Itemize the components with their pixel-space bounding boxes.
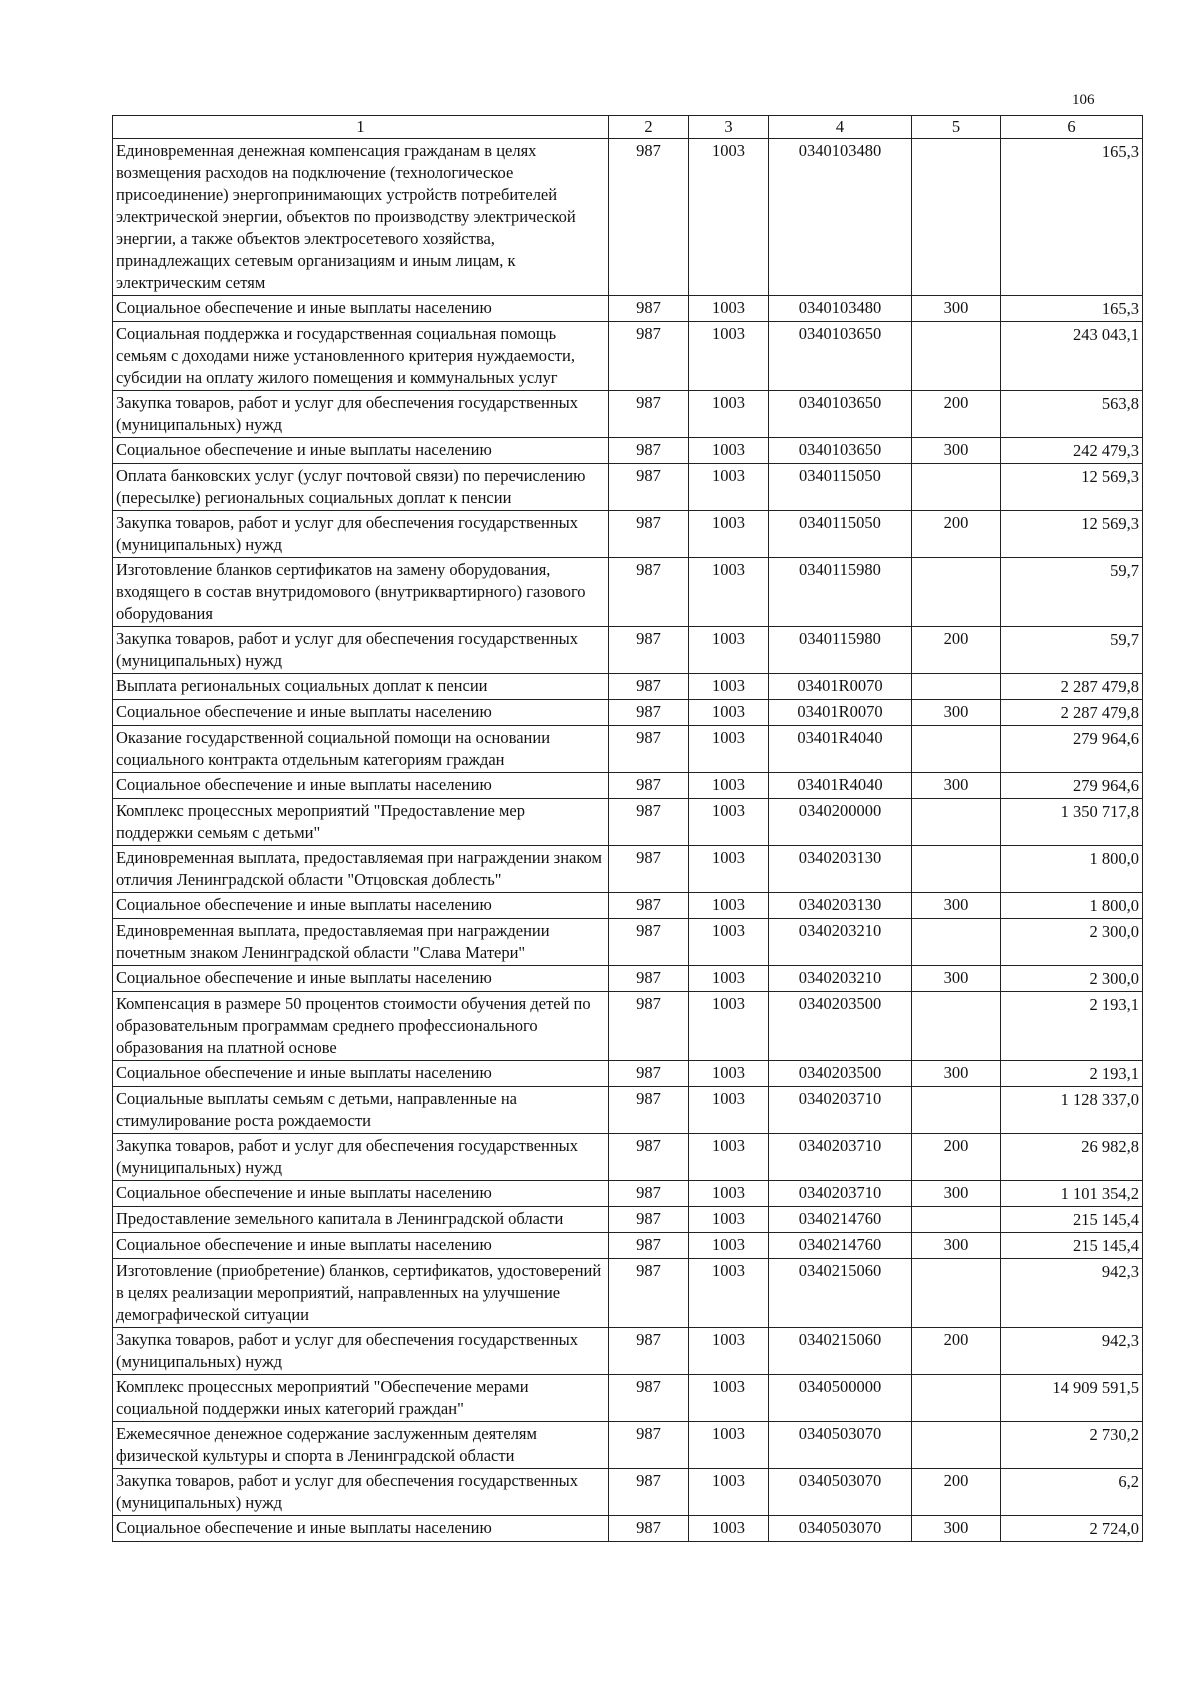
ministry-code-cell: 987 bbox=[609, 627, 689, 674]
target-article-cell: 0340103650 bbox=[769, 322, 912, 391]
item-name-cell: Социальное обеспечение и иные выплаты населению bbox=[113, 1516, 609, 1542]
expense-type-cell: 200 bbox=[912, 1469, 1001, 1516]
table-row bbox=[113, 1516, 1143, 1542]
ministry-code-cell: 987 bbox=[609, 1207, 689, 1233]
ministry-code-cell: 987 bbox=[609, 1422, 689, 1469]
table-row bbox=[113, 511, 1143, 558]
amount-cell: 1 350 717,8 bbox=[1001, 799, 1143, 846]
target-article-cell: 0340203710 bbox=[769, 1087, 912, 1134]
expense-type-cell: 300 bbox=[912, 438, 1001, 464]
expense-type-cell bbox=[912, 1375, 1001, 1422]
section-code-cell: 1003 bbox=[689, 139, 769, 296]
column-header: 3 bbox=[689, 116, 769, 139]
table-row bbox=[113, 438, 1143, 464]
table-header-row bbox=[113, 116, 1143, 139]
amount-cell: 2 300,0 bbox=[1001, 919, 1143, 966]
section-code-cell: 1003 bbox=[689, 558, 769, 627]
amount-cell: 59,7 bbox=[1001, 558, 1143, 627]
ministry-code-cell: 987 bbox=[609, 391, 689, 438]
amount-cell: 279 964,6 bbox=[1001, 726, 1143, 773]
ministry-code-cell: 987 bbox=[609, 674, 689, 700]
expense-type-cell: 300 bbox=[912, 1516, 1001, 1542]
table-row bbox=[113, 1061, 1143, 1087]
section-code-cell: 1003 bbox=[689, 1516, 769, 1542]
target-article-cell: 03401R0070 bbox=[769, 700, 912, 726]
table-row bbox=[113, 1469, 1143, 1516]
section-code-cell: 1003 bbox=[689, 992, 769, 1061]
item-name-cell: Оплата банковских услуг (услуг почтовой связи) по перечислению (пересылке) региональных социальных доплат к пенсии bbox=[113, 464, 609, 511]
table-row bbox=[113, 139, 1143, 296]
amount-cell: 1 128 337,0 bbox=[1001, 1087, 1143, 1134]
item-name-cell: Закупка товаров, работ и услуг для обеспечения государственных (муниципальных) нужд bbox=[113, 391, 609, 438]
expense-type-cell: 300 bbox=[912, 893, 1001, 919]
target-article-cell: 03401R0070 bbox=[769, 674, 912, 700]
ministry-code-cell: 987 bbox=[609, 893, 689, 919]
item-name-cell: Социальное обеспечение и иные выплаты населению bbox=[113, 1233, 609, 1259]
ministry-code-cell: 987 bbox=[609, 1061, 689, 1087]
table-row bbox=[113, 1375, 1143, 1422]
item-name-cell: Социальное обеспечение и иные выплаты населению bbox=[113, 700, 609, 726]
item-name-cell: Ежемесячное денежное содержание заслуженным деятелям физической культуры и спорта в Ленинградской области bbox=[113, 1422, 609, 1469]
expense-type-cell: 200 bbox=[912, 391, 1001, 438]
item-name-cell: Изготовление (приобретение) бланков, сертификатов, удостоверений в целях реализации мероприятий, направленных на улучшение демографической ситуации bbox=[113, 1259, 609, 1328]
ministry-code-cell: 987 bbox=[609, 1259, 689, 1328]
target-article-cell: 0340115980 bbox=[769, 627, 912, 674]
amount-cell: 243 043,1 bbox=[1001, 322, 1143, 391]
table-row bbox=[113, 1087, 1143, 1134]
table-row bbox=[113, 773, 1143, 799]
section-code-cell: 1003 bbox=[689, 1328, 769, 1375]
section-code-cell: 1003 bbox=[689, 773, 769, 799]
expense-type-cell: 200 bbox=[912, 511, 1001, 558]
table-row bbox=[113, 627, 1143, 674]
target-article-cell: 0340103480 bbox=[769, 296, 912, 322]
ministry-code-cell: 987 bbox=[609, 438, 689, 464]
amount-cell: 165,3 bbox=[1001, 139, 1143, 296]
column-header: 5 bbox=[912, 116, 1001, 139]
ministry-code-cell: 987 bbox=[609, 464, 689, 511]
amount-cell: 942,3 bbox=[1001, 1328, 1143, 1375]
amount-cell: 242 479,3 bbox=[1001, 438, 1143, 464]
item-name-cell: Компенсация в размере 50 процентов стоимости обучения детей по образовательным программам среднего профессионального образования на платной основе bbox=[113, 992, 609, 1061]
target-article-cell: 0340214760 bbox=[769, 1207, 912, 1233]
ministry-code-cell: 987 bbox=[609, 1087, 689, 1134]
target-article-cell: 0340115050 bbox=[769, 511, 912, 558]
table-row bbox=[113, 992, 1143, 1061]
ministry-code-cell: 987 bbox=[609, 1469, 689, 1516]
section-code-cell: 1003 bbox=[689, 726, 769, 773]
expense-type-cell: 300 bbox=[912, 773, 1001, 799]
expense-type-cell: 300 bbox=[912, 1061, 1001, 1087]
table-row bbox=[113, 799, 1143, 846]
ministry-code-cell: 987 bbox=[609, 799, 689, 846]
target-article-cell: 0340203210 bbox=[769, 919, 912, 966]
expense-type-cell: 200 bbox=[912, 627, 1001, 674]
table-row bbox=[113, 726, 1143, 773]
target-article-cell: 0340103480 bbox=[769, 139, 912, 296]
amount-cell: 12 569,3 bbox=[1001, 464, 1143, 511]
column-header: 1 bbox=[113, 116, 609, 139]
section-code-cell: 1003 bbox=[689, 391, 769, 438]
item-name-cell: Социальное обеспечение и иные выплаты населению bbox=[113, 438, 609, 464]
section-code-cell: 1003 bbox=[689, 1181, 769, 1207]
amount-cell: 1 800,0 bbox=[1001, 893, 1143, 919]
item-name-cell: Единовременная денежная компенсация гражданам в целях возмещения расходов на подключение (технологическое присоединение) энергопринимающих устройств потребителей электрической энергии, объектов по производству электрической энергии, а также объектов электросетевого хозяйства, принадлежащих сетевым организациям и иным лицам, к электрическим сетям bbox=[113, 139, 609, 296]
target-article-cell: 0340214760 bbox=[769, 1233, 912, 1259]
section-code-cell: 1003 bbox=[689, 627, 769, 674]
expense-type-cell: 300 bbox=[912, 966, 1001, 992]
section-code-cell: 1003 bbox=[689, 438, 769, 464]
page-number: 106 bbox=[1072, 92, 1095, 108]
table-row bbox=[113, 1259, 1143, 1328]
amount-cell: 165,3 bbox=[1001, 296, 1143, 322]
expense-type-cell bbox=[912, 846, 1001, 893]
target-article-cell: 0340203710 bbox=[769, 1134, 912, 1181]
table-row bbox=[113, 1207, 1143, 1233]
item-name-cell: Комплекс процессных мероприятий "Обеспечение мерами социальной поддержки иных категорий граждан" bbox=[113, 1375, 609, 1422]
ministry-code-cell: 987 bbox=[609, 700, 689, 726]
table-row bbox=[113, 322, 1143, 391]
table-row bbox=[113, 391, 1143, 438]
target-article-cell: 0340203710 bbox=[769, 1181, 912, 1207]
ministry-code-cell: 987 bbox=[609, 1181, 689, 1207]
amount-cell: 279 964,6 bbox=[1001, 773, 1143, 799]
target-article-cell: 03401R4040 bbox=[769, 726, 912, 773]
section-code-cell: 1003 bbox=[689, 799, 769, 846]
table-row bbox=[113, 846, 1143, 893]
amount-cell: 2 287 479,8 bbox=[1001, 674, 1143, 700]
column-header: 2 bbox=[609, 116, 689, 139]
section-code-cell: 1003 bbox=[689, 846, 769, 893]
item-name-cell: Социальная поддержка и государственная социальная помощь семьям с доходами ниже установленного критерия нуждаемости, субсидии на оплату жилого помещения и коммунальных услуг bbox=[113, 322, 609, 391]
item-name-cell: Социальное обеспечение и иные выплаты населению bbox=[113, 966, 609, 992]
target-article-cell: 0340115050 bbox=[769, 464, 912, 511]
amount-cell: 2 193,1 bbox=[1001, 992, 1143, 1061]
expense-type-cell bbox=[912, 1207, 1001, 1233]
amount-cell: 59,7 bbox=[1001, 627, 1143, 674]
expense-type-cell: 300 bbox=[912, 296, 1001, 322]
target-article-cell: 0340215060 bbox=[769, 1328, 912, 1375]
expense-type-cell bbox=[912, 919, 1001, 966]
ministry-code-cell: 987 bbox=[609, 846, 689, 893]
item-name-cell: Оказание государственной социальной помощи на основании социального контракта отдельным категориям граждан bbox=[113, 726, 609, 773]
amount-cell: 942,3 bbox=[1001, 1259, 1143, 1328]
ministry-code-cell: 987 bbox=[609, 1375, 689, 1422]
target-article-cell: 0340103650 bbox=[769, 391, 912, 438]
amount-cell: 6,2 bbox=[1001, 1469, 1143, 1516]
table-row bbox=[113, 1134, 1143, 1181]
ministry-code-cell: 987 bbox=[609, 1328, 689, 1375]
section-code-cell: 1003 bbox=[689, 322, 769, 391]
ministry-code-cell: 987 bbox=[609, 773, 689, 799]
section-code-cell: 1003 bbox=[689, 511, 769, 558]
ministry-code-cell: 987 bbox=[609, 139, 689, 296]
expense-type-cell: 200 bbox=[912, 1134, 1001, 1181]
ministry-code-cell: 987 bbox=[609, 296, 689, 322]
item-name-cell: Единовременная выплата, предоставляемая при награждении почетным знаком Ленинградской области "Слава Матери" bbox=[113, 919, 609, 966]
item-name-cell: Социальное обеспечение и иные выплаты населению bbox=[113, 296, 609, 322]
section-code-cell: 1003 bbox=[689, 1469, 769, 1516]
table-row bbox=[113, 1328, 1143, 1375]
section-code-cell: 1003 bbox=[689, 1259, 769, 1328]
amount-cell: 215 145,4 bbox=[1001, 1233, 1143, 1259]
table-row bbox=[113, 674, 1143, 700]
item-name-cell: Закупка товаров, работ и услуг для обеспечения государственных (муниципальных) нужд bbox=[113, 1134, 609, 1181]
target-article-cell: 0340500000 bbox=[769, 1375, 912, 1422]
table-row bbox=[113, 700, 1143, 726]
ministry-code-cell: 987 bbox=[609, 1516, 689, 1542]
amount-cell: 2 730,2 bbox=[1001, 1422, 1143, 1469]
section-code-cell: 1003 bbox=[689, 296, 769, 322]
expense-type-cell bbox=[912, 1259, 1001, 1328]
amount-cell: 2 724,0 bbox=[1001, 1516, 1143, 1542]
expense-type-cell bbox=[912, 674, 1001, 700]
section-code-cell: 1003 bbox=[689, 674, 769, 700]
target-article-cell: 0340103650 bbox=[769, 438, 912, 464]
column-header: 4 bbox=[769, 116, 912, 139]
expense-type-cell bbox=[912, 992, 1001, 1061]
target-article-cell: 0340215060 bbox=[769, 1259, 912, 1328]
amount-cell: 563,8 bbox=[1001, 391, 1143, 438]
amount-cell: 26 982,8 bbox=[1001, 1134, 1143, 1181]
table-row bbox=[113, 893, 1143, 919]
item-name-cell: Социальное обеспечение и иные выплаты населению bbox=[113, 893, 609, 919]
section-code-cell: 1003 bbox=[689, 966, 769, 992]
amount-cell: 215 145,4 bbox=[1001, 1207, 1143, 1233]
ministry-code-cell: 987 bbox=[609, 511, 689, 558]
ministry-code-cell: 987 bbox=[609, 992, 689, 1061]
item-name-cell: Закупка товаров, работ и услуг для обеспечения государственных (муниципальных) нужд bbox=[113, 1469, 609, 1516]
table-row bbox=[113, 464, 1143, 511]
item-name-cell: Закупка товаров, работ и услуг для обеспечения государственных (муниципальных) нужд bbox=[113, 511, 609, 558]
table-row bbox=[113, 966, 1143, 992]
budget-table bbox=[112, 115, 1143, 1542]
item-name-cell: Предоставление земельного капитала в Ленинградской области bbox=[113, 1207, 609, 1233]
section-code-cell: 1003 bbox=[689, 1087, 769, 1134]
expense-type-cell bbox=[912, 726, 1001, 773]
table-row bbox=[113, 1233, 1143, 1259]
ministry-code-cell: 987 bbox=[609, 966, 689, 992]
expense-type-cell bbox=[912, 558, 1001, 627]
target-article-cell: 0340200000 bbox=[769, 799, 912, 846]
ministry-code-cell: 987 bbox=[609, 919, 689, 966]
section-code-cell: 1003 bbox=[689, 464, 769, 511]
item-name-cell: Единовременная выплата, предоставляемая при награждении знаком отличия Ленинградской области "Отцовская доблесть" bbox=[113, 846, 609, 893]
amount-cell: 1 800,0 bbox=[1001, 846, 1143, 893]
section-code-cell: 1003 bbox=[689, 1207, 769, 1233]
table-row bbox=[113, 558, 1143, 627]
section-code-cell: 1003 bbox=[689, 700, 769, 726]
table-row bbox=[113, 296, 1143, 322]
column-header: 6 bbox=[1001, 116, 1143, 139]
expense-type-cell bbox=[912, 464, 1001, 511]
expense-type-cell: 200 bbox=[912, 1328, 1001, 1375]
item-name-cell: Социальное обеспечение и иные выплаты населению bbox=[113, 773, 609, 799]
ministry-code-cell: 987 bbox=[609, 322, 689, 391]
section-code-cell: 1003 bbox=[689, 1233, 769, 1259]
item-name-cell: Социальное обеспечение и иные выплаты населению bbox=[113, 1181, 609, 1207]
item-name-cell: Изготовление бланков сертификатов на замену оборудования, входящего в состав внутридомового (внутриквартирного) газового оборудования bbox=[113, 558, 609, 627]
amount-cell: 12 569,3 bbox=[1001, 511, 1143, 558]
target-article-cell: 0340203210 bbox=[769, 966, 912, 992]
target-article-cell: 0340503070 bbox=[769, 1422, 912, 1469]
section-code-cell: 1003 bbox=[689, 1375, 769, 1422]
expense-type-cell bbox=[912, 322, 1001, 391]
expense-type-cell bbox=[912, 1422, 1001, 1469]
section-code-cell: 1003 bbox=[689, 1422, 769, 1469]
section-code-cell: 1003 bbox=[689, 893, 769, 919]
amount-cell: 2 287 479,8 bbox=[1001, 700, 1143, 726]
table-body bbox=[113, 139, 1143, 1542]
amount-cell: 1 101 354,2 bbox=[1001, 1181, 1143, 1207]
table-row bbox=[113, 919, 1143, 966]
expense-type-cell bbox=[912, 799, 1001, 846]
amount-cell: 14 909 591,5 bbox=[1001, 1375, 1143, 1422]
ministry-code-cell: 987 bbox=[609, 558, 689, 627]
target-article-cell: 0340203130 bbox=[769, 846, 912, 893]
table-row bbox=[113, 1181, 1143, 1207]
ministry-code-cell: 987 bbox=[609, 726, 689, 773]
ministry-code-cell: 987 bbox=[609, 1233, 689, 1259]
target-article-cell: 0340203500 bbox=[769, 1061, 912, 1087]
section-code-cell: 1003 bbox=[689, 1134, 769, 1181]
item-name-cell: Закупка товаров, работ и услуг для обеспечения государственных (муниципальных) нужд bbox=[113, 627, 609, 674]
item-name-cell: Социальные выплаты семьям с детьми, направленные на стимулирование роста рождаемости bbox=[113, 1087, 609, 1134]
expense-type-cell bbox=[912, 1087, 1001, 1134]
target-article-cell: 0340203500 bbox=[769, 992, 912, 1061]
expense-type-cell: 300 bbox=[912, 700, 1001, 726]
section-code-cell: 1003 bbox=[689, 1061, 769, 1087]
expense-type-cell bbox=[912, 139, 1001, 296]
section-code-cell: 1003 bbox=[689, 919, 769, 966]
amount-cell: 2 193,1 bbox=[1001, 1061, 1143, 1087]
expense-type-cell: 300 bbox=[912, 1181, 1001, 1207]
item-name-cell: Выплата региональных социальных доплат к пенсии bbox=[113, 674, 609, 700]
ministry-code-cell: 987 bbox=[609, 1134, 689, 1181]
item-name-cell: Комплекс процессных мероприятий "Предоставление мер поддержки семьям с детьми" bbox=[113, 799, 609, 846]
item-name-cell: Социальное обеспечение и иные выплаты населению bbox=[113, 1061, 609, 1087]
target-article-cell: 0340503070 bbox=[769, 1469, 912, 1516]
amount-cell: 2 300,0 bbox=[1001, 966, 1143, 992]
target-article-cell: 03401R4040 bbox=[769, 773, 912, 799]
target-article-cell: 0340503070 bbox=[769, 1516, 912, 1542]
item-name-cell: Закупка товаров, работ и услуг для обеспечения государственных (муниципальных) нужд bbox=[113, 1328, 609, 1375]
expense-type-cell: 300 bbox=[912, 1233, 1001, 1259]
target-article-cell: 0340203130 bbox=[769, 893, 912, 919]
target-article-cell: 0340115980 bbox=[769, 558, 912, 627]
table-row bbox=[113, 1422, 1143, 1469]
